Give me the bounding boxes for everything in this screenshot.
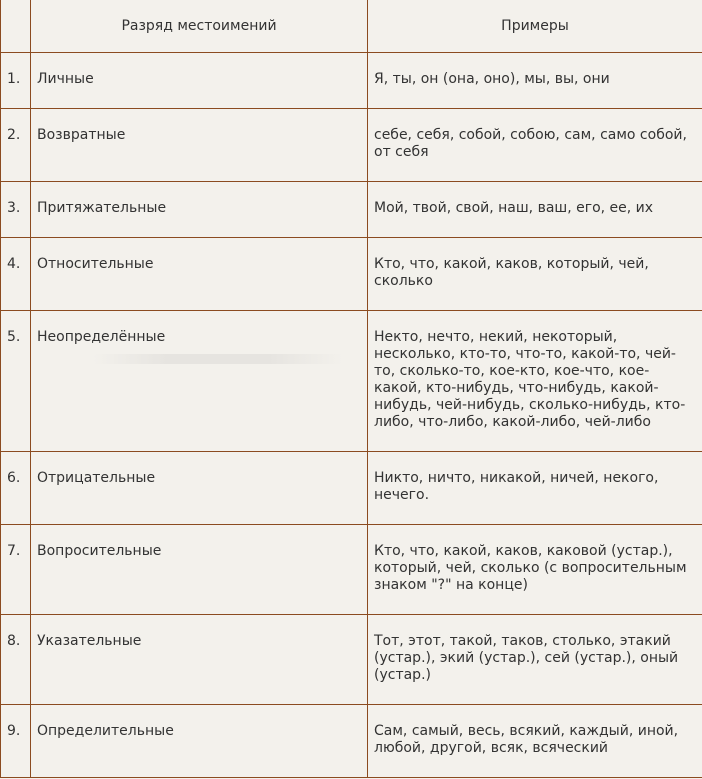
row-examples: Кто, что, какой, каков, который, чей, сколько [368,238,702,311]
row-number: 5. [1,311,31,452]
table-row [1,182,702,238]
blur-artifact [93,354,343,364]
row-number: 1. [1,53,31,109]
header-category: Разряд местоимений [31,0,368,53]
row-number: 7. [1,525,31,615]
row-category: Неопределённые [37,329,166,345]
row-examples: Никто, ничто, никакой, ничей, некого, нечего. [368,452,702,525]
table-row [1,525,702,615]
row-examples: Мой, твой, свой, наш, ваш, его, ее, их [368,182,702,238]
row-number: 3. [1,182,31,238]
table-header-row [1,0,702,53]
row-category: Личные [31,53,368,109]
row-examples: Кто, что, какой, каков, каковой (устар.), который, чей, сколько (с вопросительным знаком "?" на конце) [368,525,702,615]
row-number: 6. [1,452,31,525]
row-category: Отрицательные [31,452,368,525]
table-row [1,452,702,525]
row-category: Притяжательные [31,182,368,238]
row-category: Определительные [31,705,368,778]
row-examples: Некто, нечто, некий, некоторый, несколько, кто-то, что-то, какой-то, чей-то, сколько-то, кое-кто, кое-что, кое-какой, кто-нибудь, что-нибудь, какой-нибудь, чей-нибудь, сколько-нибудь, кто- либо, что-либо, какой-либо, чей-либо [368,311,702,452]
table-row [1,53,702,109]
table-row [1,615,702,705]
table-row [1,311,702,452]
row-number: 9. [1,705,31,778]
row-examples: Тот, этот, такой, таков, столько, этакий (устар.), экий (устар.), сей (устар.), оный (устар.) [368,615,702,705]
row-category: Указательные [31,615,368,705]
row-examples: себе, себя, собой, собою, сам, само собой, от себя [368,109,702,182]
row-category: Возвратные [31,109,368,182]
header-number [1,0,31,53]
table-row [1,238,702,311]
row-category-cell [31,311,368,452]
row-number: 2. [1,109,31,182]
row-number: 4. [1,238,31,311]
row-examples: Я, ты, он (она, оно), мы, вы, они [368,53,702,109]
row-examples: Сам, самый, весь, всякий, каждый, иной, любой, другой, всяк, всяческий [368,705,702,778]
table-row [1,705,702,778]
row-category: Вопросительные [31,525,368,615]
row-category: Относительные [31,238,368,311]
header-examples: Примеры [368,0,702,53]
row-number: 8. [1,615,31,705]
table-row [1,109,702,182]
